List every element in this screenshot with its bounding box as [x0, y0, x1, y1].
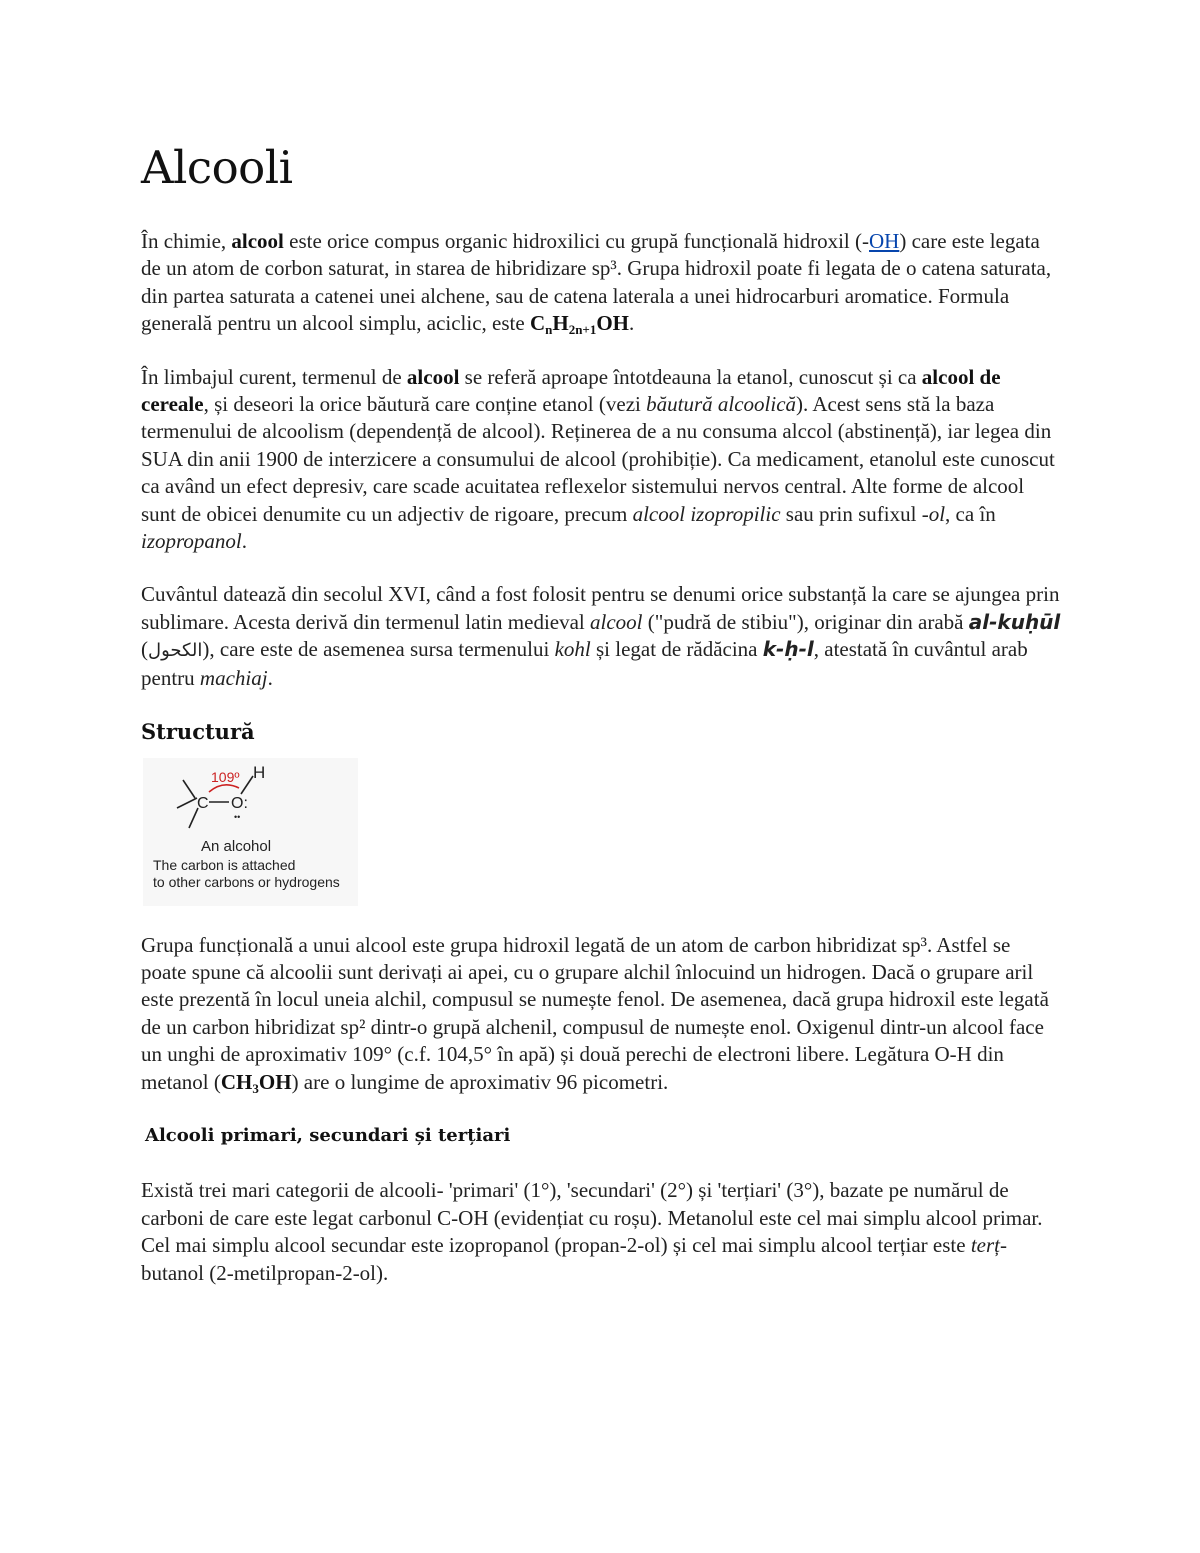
italic-term: izopropanol [141, 529, 242, 554]
text: . [267, 665, 273, 690]
general-formula [529, 311, 629, 338]
text: ) care este legata de un atom de corbon saturat, in starea de hibridizare sp³. Grupa hidroxil poate fi legata de o catena saturata, din partea saturata a catenei unei alchene, sau de catena laterala a unei hidrocarburi aromatice. Formula generală pentru un alcool simplu, aciclic, este [141, 229, 1052, 336]
paragraph-common-usage [141, 364, 1061, 556]
alcohol-structure-figure [143, 758, 358, 906]
formula-part: OH [258, 1069, 292, 1094]
italic-term: alcool [590, 609, 643, 634]
text: este orice compus organic hidroxilici cu grupă funcțională hidroxil (- [283, 229, 869, 253]
text: ). Acest sens stă la baza termenului de alcoolism (dependență de alcool). Reținerea de a nu consuma alccol (abstinență), iar legea din SUA din anii 1900 de interzicere a consumului de alcool (prohibiție). Ca medicament, etanolul este cunoscut ca având un efect depresiv, care scade acuitatea reflexelor sistemului nervos central. Alte forme de alcool sunt de obicei denumite cu un adjectiv de rigoare, precum [141, 392, 1055, 526]
italic-term: ol [928, 501, 946, 526]
italic-term: terț [970, 1233, 1000, 1258]
italic-term: băutură alcoolică [646, 392, 797, 417]
text: Există trei mari categorii de alcooli- 'primari' (1°), 'secundari' (2°) și 'terțiari' (3°), bazate pe numărul de carboni de care este legat carbonul C-OH (evidențiat cu roșu). Metanolul este cel mai simplu alcool primar. Cel mai simplu alcool secundar este izopropanol (propan-2-ol) și cel mai simplu alcool terțiar este [141, 1178, 1043, 1258]
atom-c-label: C [197, 794, 209, 812]
formula-sub: n [545, 322, 553, 338]
transliteration: k-ḥ-l [762, 637, 814, 662]
text: , și deseori la orice băutură care conține etanol (vezi [203, 392, 647, 417]
text: ("pudră de stibiu"), originar din arabă [642, 609, 969, 634]
text: În chimie, [141, 229, 232, 253]
text: În limbajul curent, termenul de [141, 364, 407, 389]
text: se referă aproape întotdeauna la etanol, cunoscut și ca [459, 364, 922, 389]
atom-o-label: O: [231, 794, 248, 812]
text: și legat de rădăcina [590, 637, 763, 662]
bold-term: alcool [406, 364, 460, 389]
bold-term: alcool [231, 229, 284, 253]
text: -butanol (2-metilpropan-2-ol). [141, 1233, 1007, 1285]
atom-h-label: H [253, 762, 266, 782]
formula-sub: 2n+1 [568, 322, 597, 338]
text: . [629, 311, 635, 336]
italic-term: machiaj [199, 665, 268, 690]
text: Grupa funcțională a unui alcool este grupa hidroxil legată de un atom de carbon hibridizat sp³. Astfel se poate spune că alcoolii sunt derivați ai apei, cu o grupare alchil înlocuind un hidrogen. Dacă o grupare aril este prezentă în locul uneia alchil, compusul se numește fenol. De asemenea, dacă grupa hidroxil este legată de un carbon hibridizat sp² dintr-o grupă alchenil, compusul de numește enol. Oxigenul dintr-un alcool face un unghi de aproximativ 109° (c.f. 104,5° în apă) și două perechi de electroni libere. Legătura O-H din metanol ( [141, 932, 1049, 1094]
text: ) are o lungime de aproximativ 96 picometri. [291, 1069, 669, 1094]
paragraph-categories [141, 1177, 1061, 1287]
oh-link[interactable]: OH [869, 229, 900, 253]
paragraph-intro [141, 228, 1061, 338]
text: , ca în [945, 501, 996, 526]
text: . [241, 529, 247, 554]
angle-label: 109º [211, 768, 240, 785]
alcohol-structure-diagram [143, 758, 358, 906]
figure-caption-line-2: The carbon is attached [153, 856, 296, 873]
methanol-formula [221, 1070, 292, 1094]
paragraph-etymology [141, 581, 1061, 692]
figure-caption-line-3: to other carbons or hydrogens [153, 873, 340, 890]
lone-pair-dots: •• [234, 811, 241, 822]
text: ( [141, 637, 148, 662]
italic-term: alcool izopropilic [632, 501, 781, 526]
figure-caption-line-1: An alcohol [201, 837, 272, 855]
document-page [141, 138, 1061, 1313]
formula-part: OH [596, 311, 629, 336]
section-heading-structure: Structură [141, 719, 255, 745]
paragraph-functional-group [141, 932, 1061, 1096]
text: sau prin sufixul - [780, 501, 929, 526]
formula-part: CH [220, 1069, 253, 1094]
transliteration: al-kuḥūl [968, 609, 1061, 634]
page-title: Alcooli [141, 141, 293, 194]
italic-term: kohl [554, 637, 591, 662]
text: , atestată în cuvântul arab pentru [141, 637, 1028, 690]
formula-part: H [552, 311, 569, 336]
section-heading-categories: Alcooli primari, secundari și terțiari [145, 1124, 511, 1146]
text: Cuvântul datează din secolul XVI, când a fost folosit pentru se denumi orice substanță la care se ajungea prin sublimare. Acesta derivă din termenul latin medieval [141, 582, 1060, 634]
arabic-word: الكحول [148, 640, 203, 662]
bold-term: alcool de cereale [141, 364, 1001, 417]
formula-sub: 3 [252, 1080, 259, 1096]
text: ), care este de asemenea sursa termenului [202, 637, 555, 662]
formula-part: C [529, 311, 546, 336]
